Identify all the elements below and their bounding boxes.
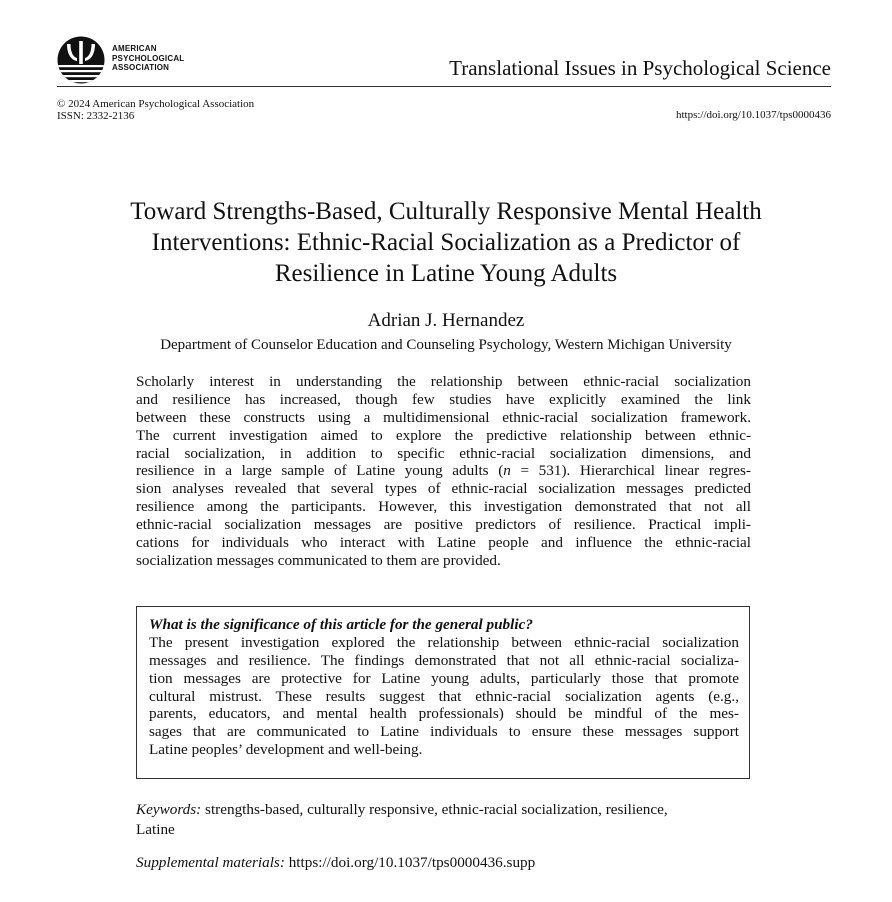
copyright: © 2024 American Psychological Association bbox=[57, 98, 255, 110]
article-title: Toward Strengths-Based, Culturally Responsive Mental Health Interventions: Ethnic-Racial Socialization as a Predictor of Resilience in Latine Young Adults bbox=[130, 198, 762, 287]
header-rule bbox=[57, 86, 831, 87]
author-name: Adrian J. Hernandez bbox=[367, 310, 525, 331]
abstract-line: socialization messages communicated to them are provided. bbox=[136, 551, 501, 569]
abstract-line: Scholarly interest in understanding the relationship between ethnic-racial socialization bbox=[136, 373, 751, 390]
doi-link[interactable]: https://doi.org/10.1037/tps0000436 bbox=[675, 109, 831, 121]
publisher-name: AMERICAN PSYCHOLOGICAL ASSOCIATION bbox=[112, 44, 185, 72]
significance-line: cultural mistrust. These results suggest that ethnic-racial socialization agents (e.g., bbox=[149, 687, 739, 705]
journal-title: Translational Issues in Psychological Science bbox=[449, 56, 831, 80]
significance-line: tion messages are protective for Latine young adults, particularly those that promote bbox=[149, 669, 739, 687]
significance-line: parents, educators, and mental health professionals) should be mindful of the mes- bbox=[149, 705, 739, 723]
keywords-list: strengths-based, culturally responsive, ethnic-racial socialization, resilience, bbox=[201, 801, 668, 818]
abstract-line: sion analyses revealed that several types of ethnic-racial socialization messages predicted bbox=[136, 480, 751, 498]
abstract-line: ethnic-racial socialization messages are positive predictors of resilience. Practical impli- bbox=[136, 516, 751, 534]
keywords-label: Keywords: bbox=[136, 801, 202, 818]
issn: ISSN: 2332-2136 bbox=[57, 110, 135, 122]
apa-psi-logo-icon bbox=[57, 36, 105, 84]
significance-line: The present investigation explored the relationship between ethnic-racial socialization bbox=[149, 633, 739, 651]
copyright-block bbox=[57, 98, 254, 122]
abstract-line: The current investigation aimed to explore the predictive relationship between ethnic- bbox=[136, 426, 751, 444]
significance-line: Latine peoples’ development and well-being. bbox=[149, 741, 423, 759]
abstract bbox=[136, 373, 751, 570]
author-affiliation: Department of Counselor Education and Counseling Psychology, Western Michigan University bbox=[160, 337, 732, 353]
significance-heading: What is the significance of this article for the general public? bbox=[149, 616, 533, 633]
abstract-line: resilience in a large sample of Latine young adults (n = 531). Hierarchical linear regres- bbox=[136, 462, 751, 480]
abstract-line: racial socialization, in addition to specific ethnic-racial socialization dimensions, and bbox=[136, 444, 751, 462]
abstract-line: and resilience has increased, though few studies have explicitly examined the link bbox=[136, 390, 751, 408]
keywords-list-cont: Latine bbox=[136, 820, 175, 838]
abstract-line: resilience among the participants. However, this investigation demonstrated that not all bbox=[136, 498, 751, 516]
abstract-line: between these constructs using a multidimensional ethnic-racial socialization framework. bbox=[136, 408, 751, 426]
significance-box bbox=[136, 606, 750, 779]
significance-line: sages that are communicated to Latine individuals to ensure these messages support bbox=[149, 723, 739, 741]
significance-line: messages and resilience. The findings demonstrated that not all ethnic-racial socializa- bbox=[149, 651, 739, 669]
keywords bbox=[136, 800, 751, 839]
supplemental-materials bbox=[136, 854, 535, 872]
abstract-line: cations for individuals who interact with Latine people and influence the ethnic-racial bbox=[136, 534, 751, 552]
supplemental-link[interactable]: https://doi.org/10.1037/tps0000436.supp bbox=[284, 854, 536, 871]
supplemental-label: Supplemental materials: bbox=[136, 854, 285, 871]
